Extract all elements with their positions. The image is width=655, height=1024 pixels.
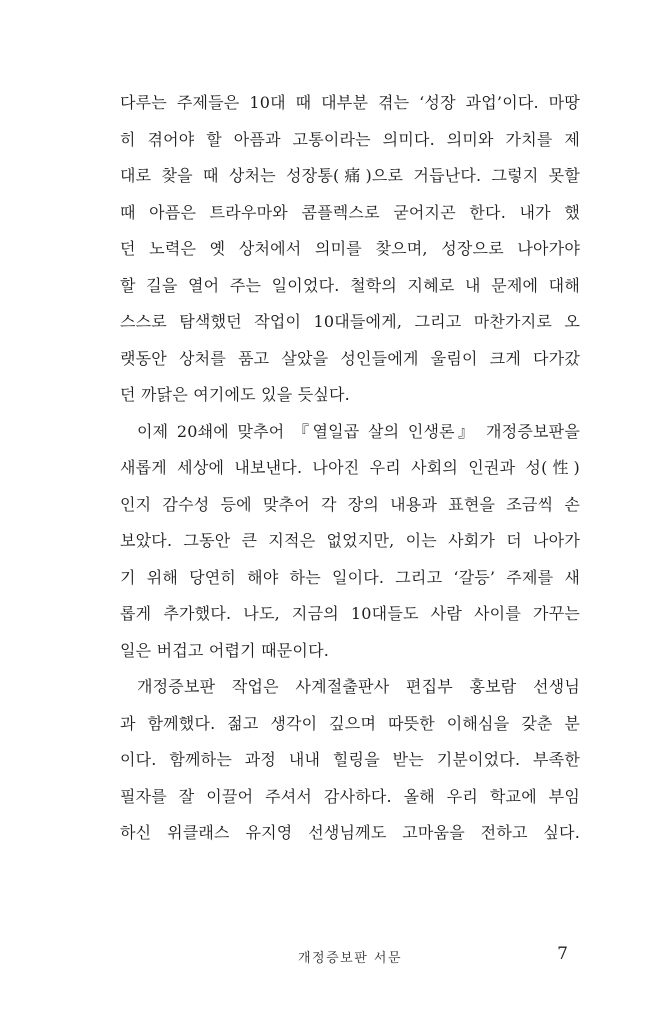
text-line: 일은 버겁고 어렵기 때문이다. [120, 640, 330, 660]
text-line: 히 겪어야 할 아픔과 고통이라는 의미다. 의미와 가치를 제 [120, 129, 580, 149]
text-line: 이제 20쇄에 맞추어 『열일곱 살의 인생론』 개정증보판을 [137, 421, 580, 441]
body-text [120, 85, 580, 852]
text-line: 랫동안 상처를 품고 살았을 성인들에게 울림이 크게 다가갔 [120, 348, 580, 368]
paragraph [120, 414, 580, 670]
footer-page-number: 7 [557, 944, 568, 964]
text-line: 대로 찾을 때 상처는 성장통(痛)으로 거듭난다. 그렇지 못할 [120, 166, 580, 185]
text-line: 하신 위클래스 유지영 선생님께도 고마움을 전하고 싶다. [120, 823, 580, 842]
text-line: 보았다. 그동안 큰 지적은 없었지만, 이는 사회가 더 나아가 [120, 531, 580, 550]
text-line: 때 아픔은 트라우마와 콤플렉스로 굳어지곤 한다. 내가 했 [120, 202, 580, 222]
text-line: 던 까닭은 여기에도 있을 듯싶다. [120, 385, 350, 404]
text-line: 던 노력은 옛 상처에서 의미를 찾으며, 성장으로 나아가야 [120, 239, 580, 258]
footer-running-title: 개정증보판 서문 [297, 951, 403, 966]
text-line: 과 함께했다. 젊고 생각이 깊으며 따뜻한 이해심을 갖춘 분 [120, 713, 580, 733]
text-line: 롭게 추가했다. 나도, 지금의 10대들도 사람 사이를 가꾸는 [120, 604, 580, 623]
text-line: 스스로 탐색했던 작업이 10대들에게, 그리고 마찬가지로 오 [120, 312, 580, 331]
text-line: 할 길을 열어 주는 일이었다. 철학의 지혜로 내 문제에 대해 [120, 275, 580, 295]
text-line: 개정증보판 작업은 사계절출판사 편집부 홍보람 선생님 [137, 677, 580, 696]
text-line: 새롭게 세상에 내보낸다. 나아진 우리 사회의 인권과 성(性) [120, 458, 580, 477]
text-line: 다루는 주제들은 10대 때 대부분 겪는 ‘성장 과업’이다. 마땅 [120, 93, 580, 112]
paragraph [120, 669, 580, 852]
text-line: 기 위해 당연히 해야 하는 일이다. 그리고 ‘갈등’ 주제를 새 [120, 567, 580, 587]
text-line: 이다. 함께하는 과정 내내 힐링을 받는 기분이었다. 부족한 [120, 750, 580, 769]
text-line: 인지 감수성 등에 맞추어 각 장의 내용과 표현을 조금씩 손 [120, 494, 580, 514]
text-line: 필자를 잘 이끌어 주셔서 감사하다. 올해 우리 학교에 부임 [120, 786, 580, 806]
paragraph [120, 85, 580, 414]
page-footer [120, 944, 580, 968]
